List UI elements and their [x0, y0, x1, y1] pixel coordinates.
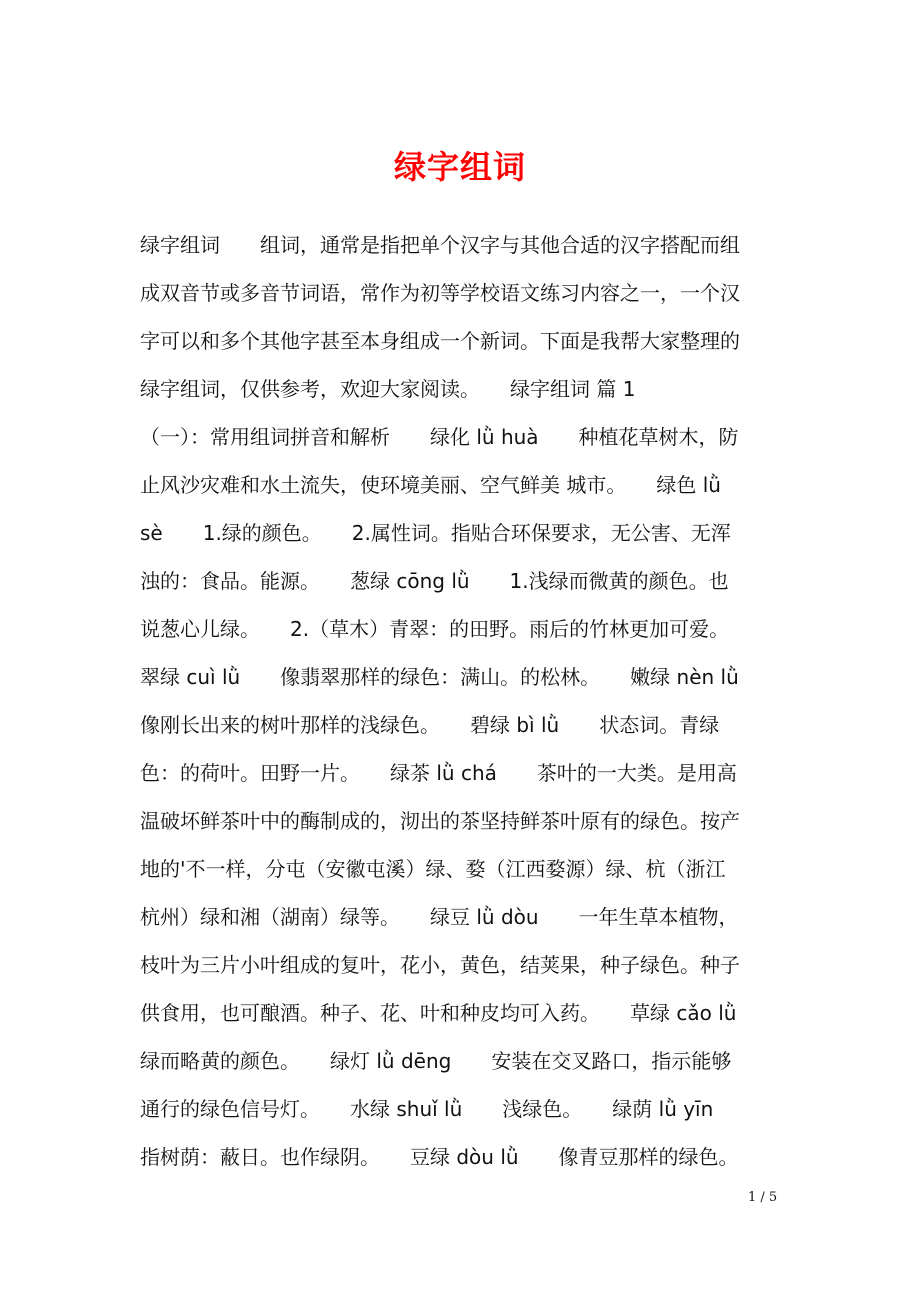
text-line: 止风沙灾难和水土流失，使环境美丽、空气鲜美 城市。 绿色 lǜ	[140, 473, 721, 497]
text-line: 通行的绿色信号灯。 水绿 shuǐ lǜ 浅绿色。 绿荫 lǜ yīn	[140, 1097, 714, 1121]
text-line: 地的'不一样，分屯（安徽屯溪）绿、婺（江西婺源）绿、杭（浙江	[140, 857, 726, 881]
text-line: 成双音节或多音节词语，常作为初等学校语文练习内容之一，一个汉	[140, 281, 740, 305]
text-line: 杭州）绿和湘（湖南）绿等。 绿豆 lǜ dòu 一年生草本植物，	[140, 905, 739, 929]
text-line: 绿字组词 组词，通常是指把单个汉字与其他合适的汉字搭配而组	[140, 233, 740, 257]
text-line: 指树荫：蔽日。也作绿阴。 豆绿 dòu lǜ 像青豆那样的绿色。	[140, 1145, 739, 1169]
text-line: 浊的：食品。能源。 葱绿 cōng lǜ 1.浅绿而微黄的颜色。也	[140, 569, 729, 593]
page-number: 1 / 5	[748, 1190, 778, 1205]
text-line: 色：的荷叶。田野一片。 绿茶 lǜ chá 茶叶的一大类。是用高	[140, 761, 737, 785]
text-line: 绿字组词，仅供参考，欢迎大家阅读。 绿字组词 篇 1	[140, 377, 636, 401]
text-line: sè 1.绿的颜色。 2.属性词。指贴合环保要求，无公害、无浑	[140, 521, 731, 545]
text-line: 供食用，也可酿酒。种子、花、叶和种皮均可入药。 草绿 cǎo lǜ	[140, 1001, 737, 1025]
text-line: 枝叶为三片小叶组成的复叶，花小，黄色，结荚果，种子绿色。种子	[140, 953, 740, 977]
document-title: 绿字组词	[393, 148, 526, 186]
text-line: 翠绿 cuì lǜ 像翡翠那样的绿色：满山。的松林。 嫩绿 nèn lǜ	[140, 665, 739, 689]
text-line: 说葱心儿绿。 2.（草木）青翠：的田野。雨后的竹林更加可爱。	[140, 617, 730, 641]
text-line: 字可以和多个其他字甚至本身组成一个新词。下面是我帮大家整理的	[140, 329, 740, 353]
text-line: （一）：常用组词拼音和解析 绿化 lǜ huà 种植花草树木，防	[140, 425, 739, 449]
text-line: 绿而略黄的颜色。 绿灯 lǜ dēng 安装在交叉路口，指示能够	[140, 1049, 732, 1073]
text-line: 像刚长出来的树叶那样的浅绿色。 碧绿 bì lǜ 状态词。青绿	[140, 713, 720, 737]
text-line: 温破坏鲜茶叶中的酶制成的，沏出的茶坚持鲜茶叶原有的绿色。按产	[140, 809, 740, 833]
